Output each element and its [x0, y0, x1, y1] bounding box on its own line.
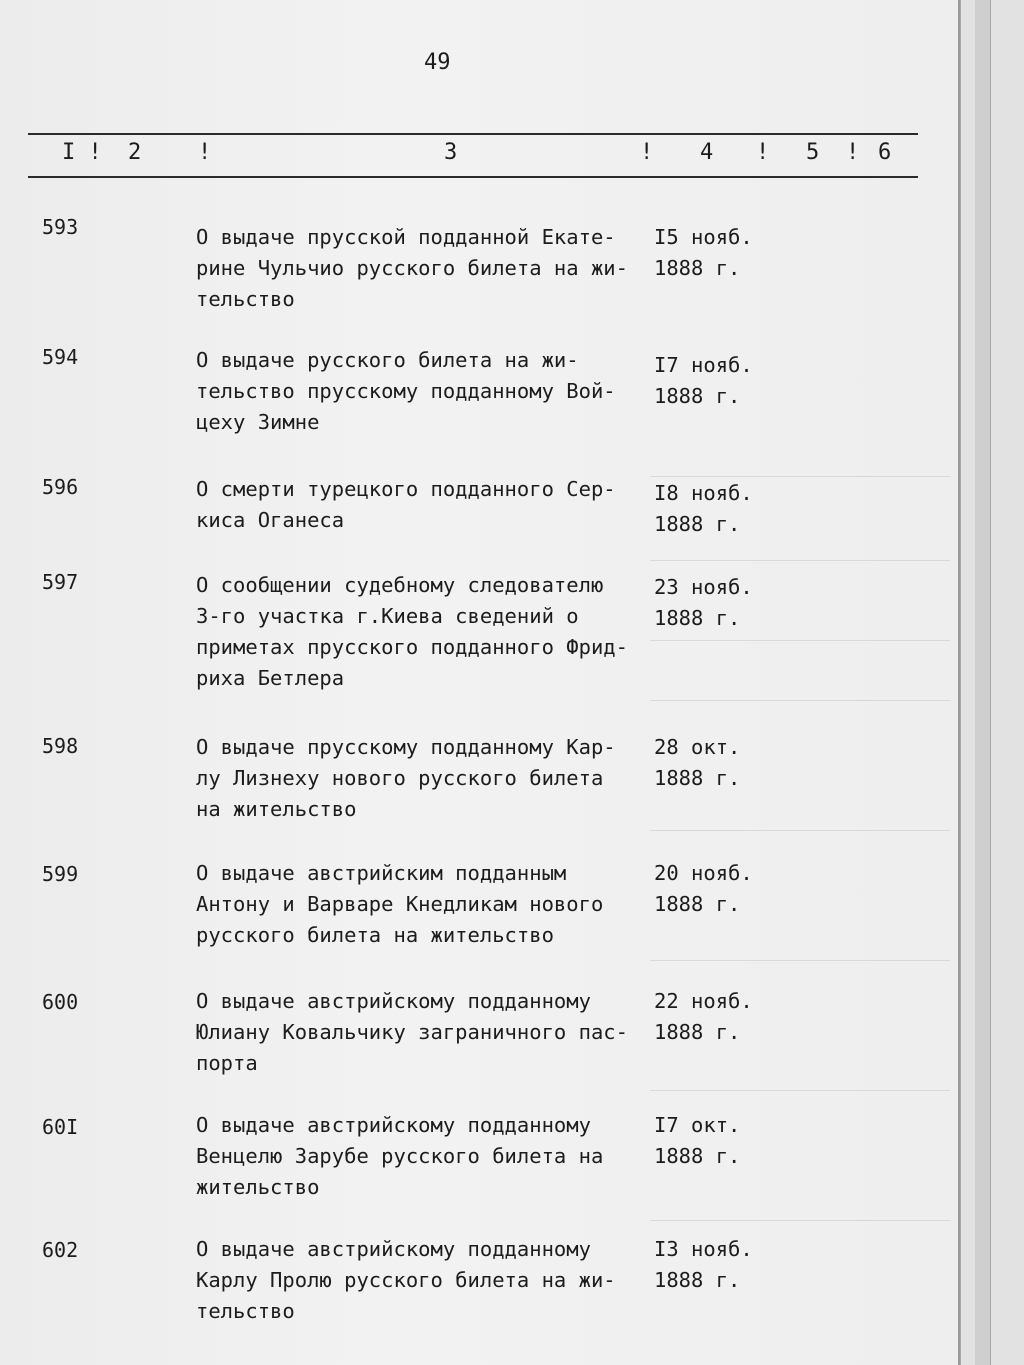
divider	[650, 830, 950, 831]
divider	[650, 640, 950, 641]
entry-date: I7 окт. 1888 г.	[654, 1113, 741, 1168]
entry-number: 600	[42, 990, 79, 1014]
header-separator: !	[640, 140, 654, 165]
header-col4: 4	[700, 140, 714, 165]
entry-date: I7 нояб. 1888 г.	[654, 353, 753, 408]
entry-number: 596	[42, 475, 79, 499]
header-col3: 3	[444, 140, 458, 165]
entry-text: О выдаче прусскому подданному Кар- лу Лизнеху нового русского билета на жительство	[196, 735, 616, 821]
header-separator: !	[198, 140, 212, 165]
entry-date: I3 нояб. 1888 г.	[654, 1237, 753, 1292]
divider	[650, 1220, 950, 1221]
divider	[650, 700, 950, 701]
divider	[650, 1090, 950, 1091]
entry-date: I5 нояб. 1888 г.	[654, 225, 753, 280]
entry-number: 597	[42, 570, 79, 594]
header-separator: !	[756, 140, 770, 165]
entry-number: 602	[42, 1238, 79, 1262]
page-stack-edge	[990, 0, 1024, 1365]
entry-number: 598	[42, 734, 79, 758]
entry-text: О выдаче русского билета на жи- тельство прусскому подданному Вой- цеху Зимне	[196, 348, 616, 434]
entry-text: О выдаче австрийскому подданному Карлу Пролю русского билета на жи- тельство	[196, 1237, 616, 1323]
header-top-rule	[28, 133, 918, 135]
entry-date: 23 нояб. 1888 г.	[654, 575, 753, 630]
page-number: 49	[424, 50, 451, 75]
header-bottom-rule	[28, 176, 918, 178]
entry-date: 22 нояб. 1888 г.	[654, 989, 753, 1044]
entry-number: 599	[42, 862, 79, 886]
header-separator: !	[846, 140, 860, 165]
entry-number: 594	[42, 345, 79, 369]
entry-date: 28 окт. 1888 г.	[654, 735, 741, 790]
page-stack-edge	[960, 0, 975, 1365]
entry-text: О выдаче прусской подданной Екате- рине Чульчио русского билета на жи- тельство	[196, 225, 628, 311]
divider	[650, 560, 950, 561]
entry-text: О выдаче австрийскому подданному Юлиану Ковальчику заграничного пас- порта	[196, 989, 628, 1075]
entry-date: I8 нояб. 1888 г.	[654, 481, 753, 536]
divider	[650, 960, 950, 961]
entry-number: 593	[42, 215, 79, 239]
divider	[650, 476, 950, 477]
header-col5: 5	[806, 140, 820, 165]
entry-text: О смерти турецкого подданного Сер- киса Оганеса	[196, 477, 616, 532]
entry-text: О выдаче австрийскому подданному Венцелю Зарубе русского билета на жительство	[196, 1113, 604, 1199]
header-col2: 2	[128, 140, 142, 165]
header-col1: I !	[62, 140, 102, 165]
entry-number: 60I	[42, 1115, 79, 1139]
header-col6: 6	[878, 140, 892, 165]
entry-text: О выдаче австрийским подданным Антону и Варваре Кнедликам нового русского билета на жительство	[196, 861, 604, 947]
entry-text: О сообщении судебному следователю 3-го участка г.Киева сведений о приметах прусского подданного Фрид- риха Бетлера	[196, 573, 628, 690]
entry-date: 20 нояб. 1888 г.	[654, 861, 753, 916]
